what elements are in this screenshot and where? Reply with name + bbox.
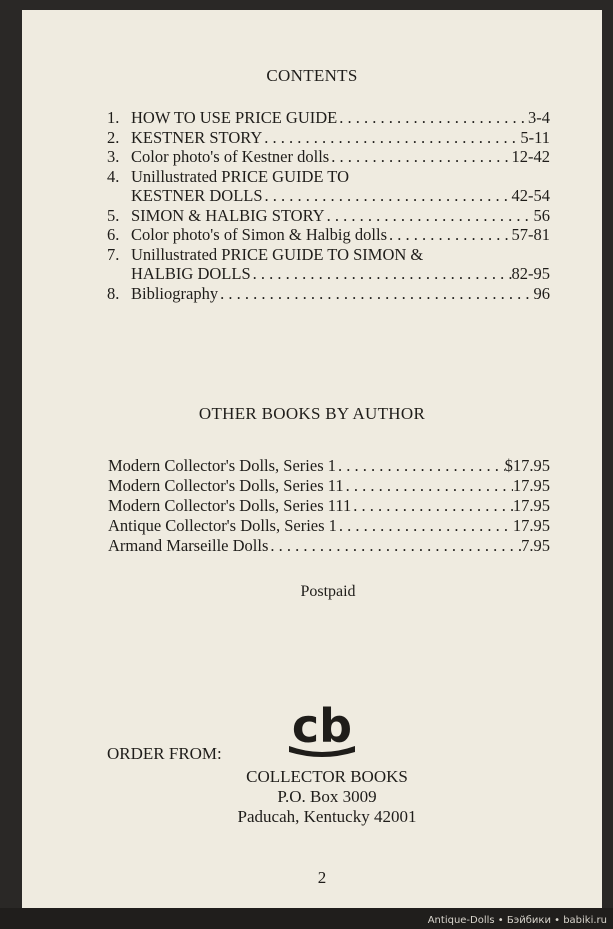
other-books-heading: OTHER BOOKS BY AUTHOR [198,404,426,423]
book-page [22,10,602,910]
dot-leader [263,186,512,206]
dot-leader [262,128,520,148]
toc-entry-continuation [107,264,550,284]
toc-entry-number: 7. [107,244,120,264]
dot-leader [268,536,521,556]
watermark-text: Antique-Dolls • Бэйбики • babiki.ru [427,915,607,926]
publisher-po-box: P.O. Box 3009 [277,787,377,806]
dot-leader [337,108,528,128]
toc-entry-number: 3. [107,147,120,166]
toc-entry-number: 6. [107,225,120,244]
dot-leader [351,496,513,516]
toc-entry-title: KESTNER STORY [131,127,263,147]
postpaid-note: Postpaid [300,583,356,600]
toc-entry-pages: 56 [533,205,550,225]
book-price: 17.95 [512,496,550,515]
collector-books-logo [287,700,357,760]
toc-entry-title: KESTNER DOLLS [131,186,263,205]
toc-entry-number: 4. [107,166,120,186]
toc-entry [107,245,550,265]
logo-lettering: cb [291,700,353,753]
contents-heading: CONTENTS [266,66,358,85]
list-item [108,456,550,476]
scan-bottom-strip [0,908,613,929]
order-from-label: ORDER FROM: [107,744,222,763]
book-title: Antique Collector's Dolls, Series 1 [108,516,337,535]
book-price: 7.95 [521,536,550,555]
toc-entry [107,206,550,226]
dot-leader [337,516,513,536]
toc-entry [107,128,550,148]
other-books-list [108,456,550,556]
list-item [108,516,550,536]
toc-entry-pages: 3-4 [528,108,550,127]
toc-entry-title: HOW TO USE PRICE GUIDE [131,108,338,127]
toc-entry [107,147,550,167]
toc-entry-title: Unillustrated PRICE GUIDE TO SIMON & [131,244,424,264]
toc-entry-title: Color photo's of Simon & Halbig dolls [131,225,387,244]
book-title: Modern Collector's Dolls, Series 11 [108,476,344,495]
page-number: 2 [317,868,327,887]
toc-entry [107,167,550,187]
toc-entry-title: Unillustrated PRICE GUIDE TO [131,166,350,186]
toc-entry-number: 1. [107,108,120,127]
dot-leader [251,264,512,284]
toc-entry-number: 2. [107,127,120,147]
publisher-city: Paducah, Kentucky 42001 [237,807,417,826]
book-price: $17.95 [504,456,550,475]
toc-entry-pages: 96 [533,283,550,303]
list-item [108,496,550,516]
list-item [108,536,550,556]
toc-entry-pages: 12-42 [511,147,550,166]
toc-entry-title: HALBIG DOLLS [131,264,251,283]
publisher-name: COLLECTOR BOOKS [246,767,408,786]
dot-leader [218,284,533,304]
toc-entry [107,108,550,128]
dot-leader [329,147,511,167]
table-of-contents [107,108,550,303]
toc-entry [107,225,550,245]
toc-entry-continuation [107,186,550,206]
book-price: 17.95 [512,516,550,535]
book-price: 17.95 [512,476,550,495]
toc-entry-pages: 57-81 [511,225,550,244]
toc-entry-title: Bibliography [131,283,219,303]
toc-entry [107,284,550,304]
book-title: Armand Marseille Dolls [108,536,269,555]
dot-leader [336,456,505,476]
toc-entry-pages: 42-54 [511,186,550,205]
toc-entry-title: SIMON & HALBIG STORY [131,205,325,225]
dot-leader [325,206,534,226]
dot-leader [344,476,513,496]
book-title: Modern Collector's Dolls, Series 111 [108,496,352,515]
list-item [108,476,550,496]
dot-leader [387,225,512,245]
book-title: Modern Collector's Dolls, Series 1 [108,456,336,475]
toc-entry-title: Color photo's of Kestner dolls [131,147,330,166]
toc-entry-pages: 5-11 [520,127,550,147]
toc-entry-number: 8. [107,283,120,303]
toc-entry-pages: 82-95 [511,264,550,283]
toc-entry-number: 5. [107,205,120,225]
